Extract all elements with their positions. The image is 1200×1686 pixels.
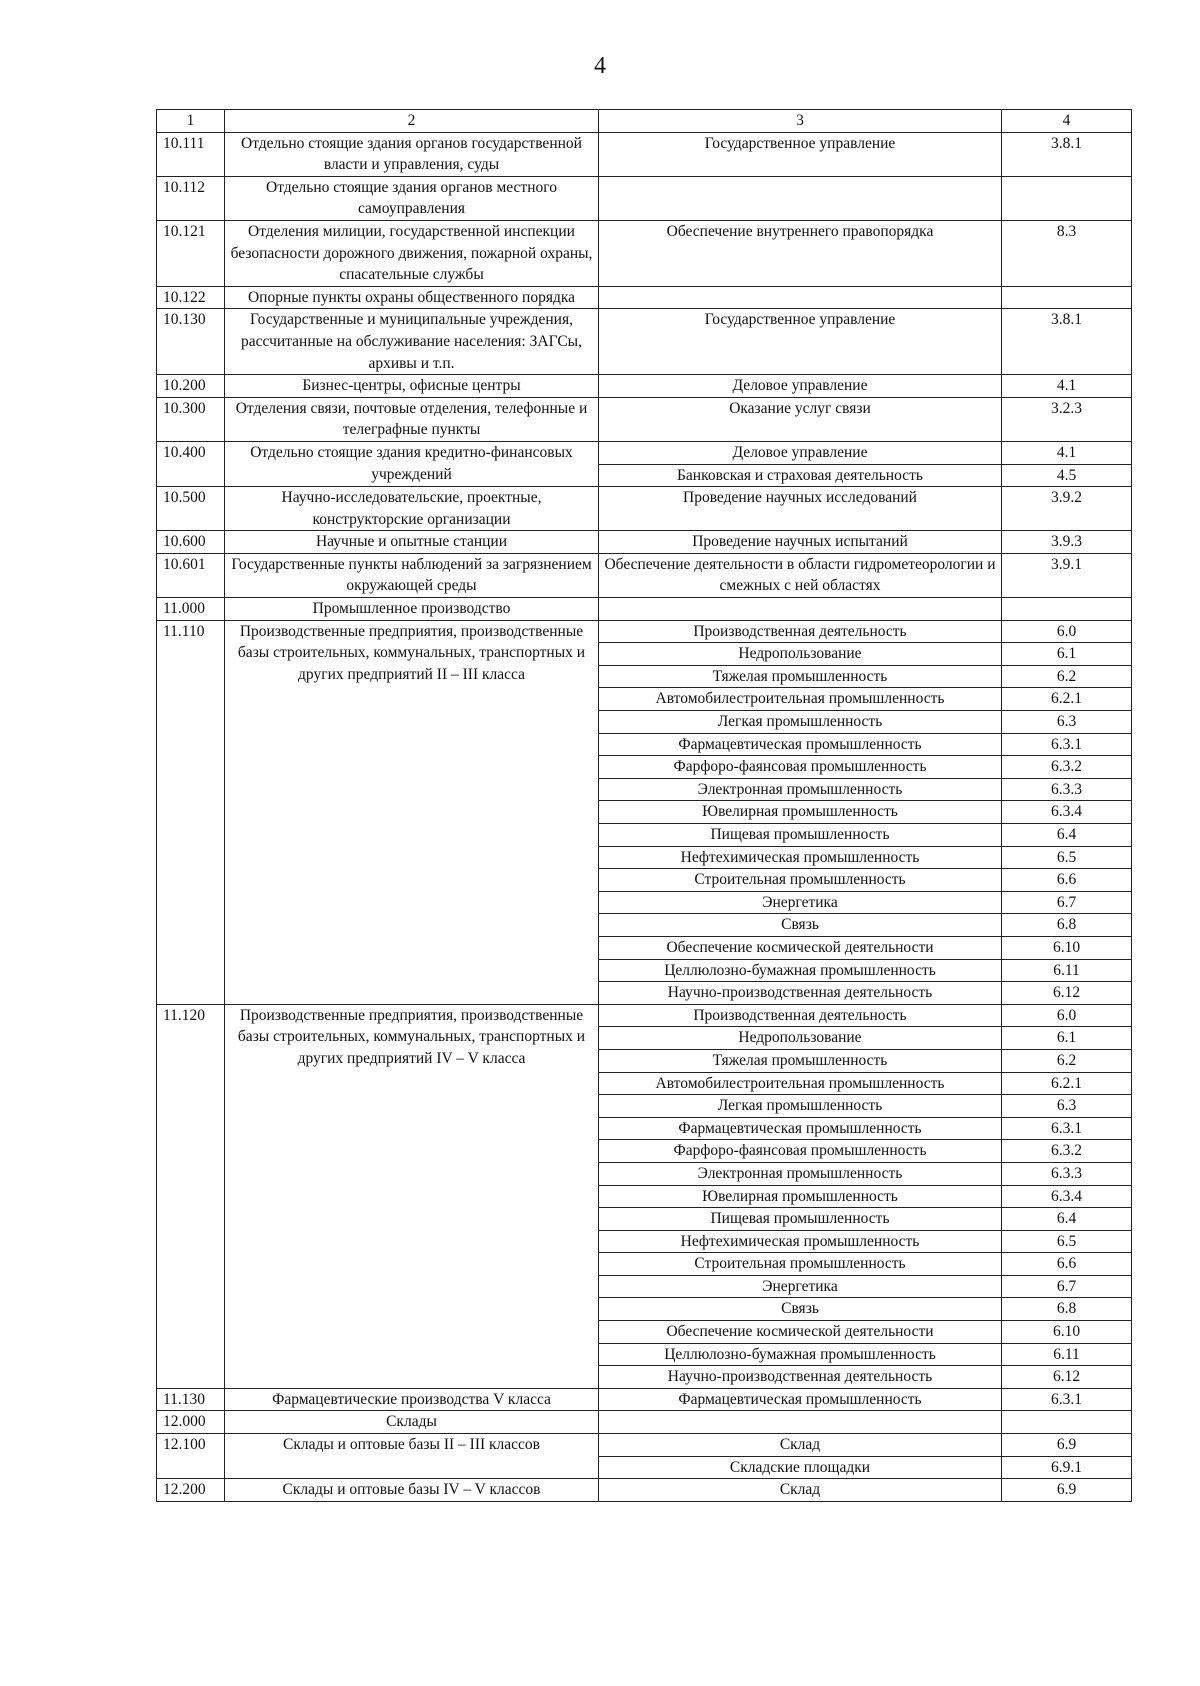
row-code: 10.130 [157, 309, 225, 375]
row-use-code: 6.3.1 [1002, 1388, 1132, 1411]
row-code: 12.200 [157, 1479, 225, 1502]
row-code: 10.500 [157, 487, 225, 531]
row-object-name: Отдельно стоящие здания органов местного самоуправления [225, 176, 599, 220]
row-use-type: Обеспечение космической деятельности [599, 936, 1002, 959]
row-code: 10.600 [157, 531, 225, 554]
row-use-type: Связь [599, 914, 1002, 937]
row-use-code: 6.2 [1002, 665, 1132, 688]
row-use-type: Нефтехимическая промышленность [599, 846, 1002, 869]
row-use-code: 6.9 [1002, 1434, 1132, 1457]
row-use-type: Фармацевтическая промышленность [599, 1117, 1002, 1140]
row-use-code: 6.3 [1002, 711, 1132, 734]
row-use-code: 3.8.1 [1002, 309, 1132, 375]
row-use-code [1002, 1411, 1132, 1434]
row-use-type: Обеспечение космической деятельности [599, 1321, 1002, 1344]
row-use-type: Легкая промышленность [599, 711, 1002, 734]
table-row [157, 441, 1132, 464]
row-use-code: 6.0 [1002, 620, 1132, 643]
row-use-code: 6.11 [1002, 959, 1132, 982]
table-row [157, 1434, 1132, 1457]
row-use-code: 6.4 [1002, 1208, 1132, 1231]
table-row [157, 487, 1132, 531]
row-use-type: Целлюлозно-бумажная промышленность [599, 959, 1002, 982]
row-use-type: Научно-производственная деятельность [599, 1366, 1002, 1389]
row-use-type: Пищевая промышленность [599, 824, 1002, 847]
zoning-table-body [157, 110, 1132, 1502]
row-object-name: Производственные предприятия, производственные базы строительных, коммунальных, транспортных и других предприятий IV – V класса [225, 1004, 599, 1388]
row-code: 10.300 [157, 397, 225, 441]
row-code: 11.110 [157, 620, 225, 1004]
row-use-code: 6.7 [1002, 1275, 1132, 1298]
row-object-name: Государственные и муниципальные учреждения, рассчитанные на обслуживание населения: ЗАГСы, архивы и т.п. [225, 309, 599, 375]
row-use-code: 6.12 [1002, 1366, 1132, 1389]
row-use-code: 6.3.3 [1002, 1162, 1132, 1185]
page-number: 4 [594, 53, 606, 79]
row-use-type: Проведение научных исследований [599, 487, 1002, 531]
row-use-code: 6.6 [1002, 1253, 1132, 1276]
row-use-type: Ювелирная промышленность [599, 1185, 1002, 1208]
row-code: 10.400 [157, 441, 225, 486]
row-use-code [1002, 598, 1132, 621]
row-object-name: Склады [225, 1411, 599, 1434]
row-use-code: 6.9 [1002, 1479, 1132, 1502]
row-code: 10.200 [157, 375, 225, 398]
row-use-type [599, 598, 1002, 621]
row-use-code: 6.5 [1002, 1230, 1132, 1253]
row-use-code: 6.3.1 [1002, 1117, 1132, 1140]
row-use-type: Строительная промышленность [599, 869, 1002, 892]
row-use-type: Научно-производственная деятельность [599, 982, 1002, 1005]
row-use-type: Государственное управление [599, 132, 1002, 176]
row-use-code: 3.9.2 [1002, 487, 1132, 531]
row-use-code: 8.3 [1002, 220, 1132, 286]
row-use-type [599, 286, 1002, 309]
table-row [157, 397, 1132, 441]
zoning-table [156, 109, 1132, 1502]
row-object-name: Научно-исследовательские, проектные, конструкторские организации [225, 487, 599, 531]
row-use-type: Энергетика [599, 891, 1002, 914]
row-use-code [1002, 176, 1132, 220]
row-object-name: Производственные предприятия, производственные базы строительных, коммунальных, транспортных и других предприятий II – III класса [225, 620, 599, 1004]
row-use-type: Фармацевтическая промышленность [599, 733, 1002, 756]
row-use-code: 6.0 [1002, 1004, 1132, 1027]
table-row [157, 553, 1132, 597]
row-use-code: 4.1 [1002, 441, 1132, 464]
row-object-name: Бизнес-центры, офисные центры [225, 375, 599, 398]
row-use-type: Деловое управление [599, 375, 1002, 398]
table-row [157, 132, 1132, 176]
row-use-type: Склад [599, 1434, 1002, 1457]
row-code: 10.601 [157, 553, 225, 597]
row-use-type: Автомобилестроительная промышленность [599, 688, 1002, 711]
row-use-type [599, 1411, 1002, 1434]
row-use-type: Деловое управление [599, 441, 1002, 464]
row-use-code: 6.2 [1002, 1049, 1132, 1072]
row-use-type: Складские площадки [599, 1456, 1002, 1479]
row-use-code: 3.8.1 [1002, 132, 1132, 176]
header-col-1: 1 [157, 110, 225, 133]
row-code: 10.121 [157, 220, 225, 286]
table-row [157, 1411, 1132, 1434]
row-use-code: 6.3.2 [1002, 1140, 1132, 1163]
row-use-code: 6.11 [1002, 1343, 1132, 1366]
row-use-type: Электронная промышленность [599, 778, 1002, 801]
table-row [157, 309, 1132, 375]
row-use-type [599, 176, 1002, 220]
row-use-code: 6.8 [1002, 1298, 1132, 1321]
row-object-name: Фармацевтические производства V класса [225, 1388, 599, 1411]
row-code: 11.120 [157, 1004, 225, 1388]
row-use-type: Электронная промышленность [599, 1162, 1002, 1185]
row-use-type: Связь [599, 1298, 1002, 1321]
row-use-code: 6.2.1 [1002, 1072, 1132, 1095]
row-use-type: Банковская и страховая деятельность [599, 464, 1002, 487]
row-use-code: 4.1 [1002, 375, 1132, 398]
row-use-type: Производственная деятельность [599, 620, 1002, 643]
row-code: 11.130 [157, 1388, 225, 1411]
row-use-code: 6.3.1 [1002, 733, 1132, 756]
row-use-code: 4.5 [1002, 464, 1132, 487]
row-use-code: 6.8 [1002, 914, 1132, 937]
row-code: 10.111 [157, 132, 225, 176]
row-use-code [1002, 286, 1132, 309]
row-use-code: 6.4 [1002, 824, 1132, 847]
row-use-code: 6.6 [1002, 869, 1132, 892]
row-use-type: Тяжелая промышленность [599, 665, 1002, 688]
row-object-name: Промышленное производство [225, 598, 599, 621]
row-use-type: Склад [599, 1479, 1002, 1502]
row-code: 10.112 [157, 176, 225, 220]
row-object-name: Отделения милиции, государственной инспекции безопасности дорожного движения, пожарной охраны, спасательные службы [225, 220, 599, 286]
row-use-type: Государственное управление [599, 309, 1002, 375]
table-row [157, 1479, 1132, 1502]
row-use-type: Обеспечение внутреннего правопорядка [599, 220, 1002, 286]
table-row [157, 620, 1132, 643]
table-row [157, 1004, 1132, 1027]
table-row [157, 375, 1132, 398]
row-use-type: Легкая промышленность [599, 1095, 1002, 1118]
table-row [157, 598, 1132, 621]
header-col-4: 4 [1002, 110, 1132, 133]
row-use-type: Автомобилестроительная промышленность [599, 1072, 1002, 1095]
row-object-name: Склады и оптовые базы II – III классов [225, 1434, 599, 1479]
row-use-type: Фармацевтическая промышленность [599, 1388, 1002, 1411]
row-use-type: Тяжелая промышленность [599, 1049, 1002, 1072]
row-use-type: Оказание услуг связи [599, 397, 1002, 441]
row-use-type: Ювелирная промышленность [599, 801, 1002, 824]
row-use-code: 6.10 [1002, 936, 1132, 959]
table-row [157, 176, 1132, 220]
table-row [157, 220, 1132, 286]
row-use-type: Проведение научных испытаний [599, 531, 1002, 554]
row-use-code: 6.3 [1002, 1095, 1132, 1118]
row-use-code: 6.2.1 [1002, 688, 1132, 711]
row-use-type: Производственная деятельность [599, 1004, 1002, 1027]
row-use-code: 6.3.3 [1002, 778, 1132, 801]
row-object-name: Государственные пункты наблюдений за загрязнением окружающей среды [225, 553, 599, 597]
row-use-code: 6.9.1 [1002, 1456, 1132, 1479]
row-use-code: 3.9.1 [1002, 553, 1132, 597]
row-use-code: 6.3.2 [1002, 756, 1132, 779]
row-code: 12.000 [157, 1411, 225, 1434]
row-use-type: Энергетика [599, 1275, 1002, 1298]
row-use-type: Строительная промышленность [599, 1253, 1002, 1276]
row-object-name: Научные и опытные станции [225, 531, 599, 554]
row-use-code: 6.3.4 [1002, 801, 1132, 824]
row-use-type: Нефтехимическая промышленность [599, 1230, 1002, 1253]
row-code: 12.100 [157, 1434, 225, 1479]
row-use-type: Недропользование [599, 1027, 1002, 1050]
row-use-type: Фарфоро-фаянсовая промышленность [599, 756, 1002, 779]
row-use-code: 3.2.3 [1002, 397, 1132, 441]
row-use-code: 6.12 [1002, 982, 1132, 1005]
row-object-name: Опорные пункты охраны общественного порядка [225, 286, 599, 309]
table-row [157, 1388, 1132, 1411]
row-use-type: Пищевая промышленность [599, 1208, 1002, 1231]
row-use-code: 6.3.4 [1002, 1185, 1132, 1208]
row-use-type: Целлюлозно-бумажная промышленность [599, 1343, 1002, 1366]
table-row [157, 531, 1132, 554]
row-use-code: 6.1 [1002, 643, 1132, 666]
row-use-type: Фарфоро-фаянсовая промышленность [599, 1140, 1002, 1163]
row-code: 10.122 [157, 286, 225, 309]
header-col-2: 2 [225, 110, 599, 133]
row-object-name: Склады и оптовые базы IV – V классов [225, 1479, 599, 1502]
row-use-code: 6.10 [1002, 1321, 1132, 1344]
row-use-type: Недропользование [599, 643, 1002, 666]
header-row [157, 110, 1132, 133]
row-object-name: Отделения связи, почтовые отделения, телефонные и телеграфные пункты [225, 397, 599, 441]
header-col-3: 3 [599, 110, 1002, 133]
row-use-type: Обеспечение деятельности в области гидрометеорологии и смежных с ней областях [599, 553, 1002, 597]
row-object-name: Отдельно стоящие здания кредитно-финансовых учреждений [225, 441, 599, 486]
row-code: 11.000 [157, 598, 225, 621]
row-use-code: 6.5 [1002, 846, 1132, 869]
row-object-name: Отдельно стоящие здания органов государственной власти и управления, суды [225, 132, 599, 176]
row-use-code: 6.7 [1002, 891, 1132, 914]
row-use-code: 3.9.3 [1002, 531, 1132, 554]
row-use-code: 6.1 [1002, 1027, 1132, 1050]
table-row [157, 286, 1132, 309]
